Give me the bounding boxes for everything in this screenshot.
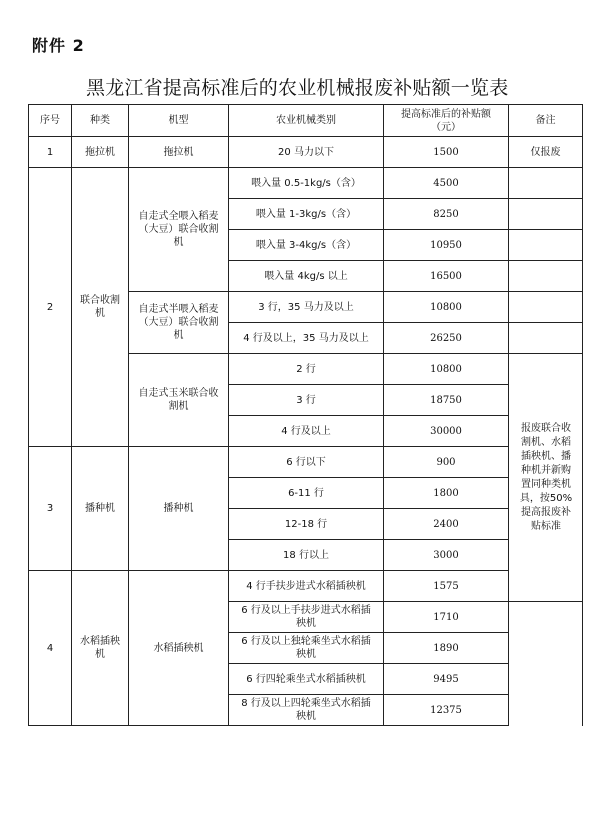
machine-model: 水稻插秧机	[129, 571, 229, 726]
table-row	[29, 168, 583, 199]
subsidy-amount: 10800	[384, 292, 509, 323]
machine-category: 3 行	[229, 385, 384, 416]
row-number: 2	[29, 168, 72, 447]
machine-category: 8 行及以上四轮乘坐式水稻插秧机	[229, 695, 384, 726]
machine-model: 播种机	[129, 447, 229, 571]
machine-category: 20 马力以下	[229, 137, 384, 168]
machine-category: 6 行以下	[229, 447, 384, 478]
machine-category: 4 行手扶步进式水稻插秧机	[229, 571, 384, 602]
row-number: 4	[29, 571, 72, 726]
subsidy-amount: 4500	[384, 168, 509, 199]
col-header-kind: 种类	[72, 105, 129, 137]
table-row	[29, 571, 583, 602]
machine-kind: 联合收割机	[72, 168, 129, 447]
subsidy-amount: 30000	[384, 416, 509, 447]
machine-category: 18 行以上	[229, 540, 384, 571]
machine-category: 2 行	[229, 354, 384, 385]
remark-empty	[509, 292, 583, 323]
subsidy-amount: 16500	[384, 261, 509, 292]
machine-category: 喂入量 0.5-1kg/s（含）	[229, 168, 384, 199]
machine-category: 6 行及以上手扶步进式水稻插秧机	[229, 602, 384, 633]
subsidy-amount: 10950	[384, 230, 509, 261]
subsidy-amount: 26250	[384, 323, 509, 354]
machine-category: 喂入量 3-4kg/s（含）	[229, 230, 384, 261]
machine-category: 6 行及以上独轮乘坐式水稻插秧机	[229, 633, 384, 664]
subsidy-amount: 1890	[384, 633, 509, 664]
machine-kind: 水稻插秧机	[72, 571, 129, 726]
subsidy-table	[28, 104, 583, 726]
table-row	[29, 447, 583, 478]
col-header-category: 农业机械类别	[229, 105, 384, 137]
machine-category: 6-11 行	[229, 478, 384, 509]
machine-model: 自走式半喂入稻麦（大豆）联合收割机	[129, 292, 229, 354]
remark: 仅报废	[509, 137, 583, 168]
remark-empty	[509, 199, 583, 230]
col-header-no: 序号	[29, 105, 72, 137]
machine-kind: 拖拉机	[72, 137, 129, 168]
remark-empty	[509, 323, 583, 354]
subsidy-amount: 1710	[384, 602, 509, 633]
machine-kind: 播种机	[72, 447, 129, 571]
machine-category: 4 行及以上	[229, 416, 384, 447]
col-header-model: 机型	[129, 105, 229, 137]
col-header-remark: 备注	[509, 105, 583, 137]
subsidy-amount: 9495	[384, 664, 509, 695]
machine-model: 自走式全喂入稻麦（大豆）联合收割机	[129, 168, 229, 292]
machine-category: 喂入量 1-3kg/s（含）	[229, 199, 384, 230]
machine-category: 喂入量 4kg/s 以上	[229, 261, 384, 292]
subsidy-amount: 3000	[384, 540, 509, 571]
subsidy-amount: 18750	[384, 385, 509, 416]
machine-category: 6 行四轮乘坐式水稻插秧机	[229, 664, 384, 695]
table-header-row	[29, 105, 583, 137]
attachment-label: 附件 2	[32, 36, 85, 55]
machine-model: 自走式玉米联合收割机	[129, 354, 229, 447]
page-title: 黑龙江省提高标准后的农业机械报废补贴额一览表	[86, 77, 509, 99]
subsidy-amount: 1500	[384, 137, 509, 168]
subsidy-amount: 900	[384, 447, 509, 478]
machine-model: 拖拉机	[129, 137, 229, 168]
subsidy-amount: 1575	[384, 571, 509, 602]
remark-empty	[509, 230, 583, 261]
row-number: 3	[29, 447, 72, 571]
remark-note: 报废联合收割机、水稻插秧机、播种机并新购置同种类机具，按50%提高报废补贴标准	[509, 354, 583, 602]
subsidy-amount: 12375	[384, 695, 509, 726]
subsidy-amount: 8250	[384, 199, 509, 230]
remark-empty	[509, 261, 583, 292]
col-header-amount: 提高标准后的补贴额（元）	[384, 105, 509, 137]
machine-category: 4 行及以上，35 马力及以上	[229, 323, 384, 354]
row-number: 1	[29, 137, 72, 168]
machine-category: 3 行，35 马力及以上	[229, 292, 384, 323]
remark-empty	[509, 168, 583, 199]
subsidy-amount: 10800	[384, 354, 509, 385]
subsidy-amount: 2400	[384, 509, 509, 540]
subsidy-amount: 1800	[384, 478, 509, 509]
table-row	[29, 137, 583, 168]
machine-category: 12-18 行	[229, 509, 384, 540]
